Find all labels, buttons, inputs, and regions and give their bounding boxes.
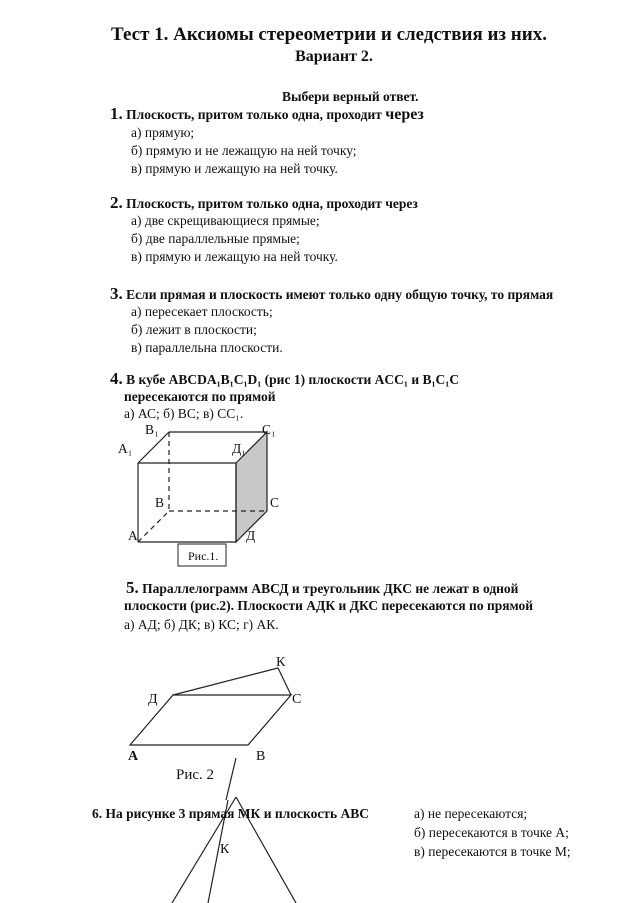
question-5-text-line-2: плоскости (рис.2). Плоскости АДК и ДКС пересекаются по прямой	[124, 598, 534, 613]
label-a1: A₁	[118, 441, 133, 456]
label-c: C	[270, 495, 280, 510]
figure-2-caption: Рис. 2	[176, 767, 215, 783]
instruction: Выбери верный ответ.	[282, 89, 419, 104]
question-2-option-c: в) прямую и лежащую на ней точку.	[131, 249, 338, 264]
variant-title: Вариант 2.	[295, 48, 373, 65]
label-d1: Д₁	[232, 441, 246, 456]
label-d: Д	[246, 528, 256, 543]
figure-2-tail-line	[226, 758, 236, 800]
question-1-option-a: а) прямую;	[131, 125, 195, 140]
question-6-option-a: а) не пересекаются;	[414, 806, 528, 821]
question-4-text-line-1: В кубе ABCDA₁B₁C₁D₁ (рис 1) плоскости ACC₁ и B₁C₁C	[126, 372, 460, 387]
label-c1: C₁	[262, 422, 276, 437]
question-1-option-c: в) прямую и лежащую на ней точку.	[131, 161, 338, 176]
label-c-fig2: С	[292, 692, 302, 707]
question-3-number: 3.	[110, 284, 123, 303]
question-1-text: Плоскость, притом только одна, проходит	[126, 107, 382, 122]
question-6	[92, 806, 369, 822]
label-a-fig2: А	[128, 749, 139, 764]
label-b-fig2: В	[256, 749, 266, 764]
question-6-number: 6.	[92, 806, 103, 821]
question-5-options: а) АД; б) ДК; в) КС; г) АК.	[124, 617, 279, 632]
question-6-option-b: б) пересекаются в точке А;	[414, 825, 569, 840]
question-3-option-c: в) параллельна плоскости.	[131, 340, 283, 355]
label-b1: B₁	[145, 422, 159, 437]
question-3-option-a: а) пересекает плоскость;	[131, 304, 273, 319]
question-2-option-a: а) две скрещивающиеся прямые;	[131, 213, 320, 228]
question-1-option-b: б) прямую и не лежащую на ней точку;	[131, 143, 357, 158]
question-6-option-c: в) пересекаются в точке М;	[414, 844, 571, 859]
hidden-edge-a-b	[138, 511, 169, 542]
question-1-text-end: через	[385, 106, 424, 123]
label-a: А	[128, 528, 138, 543]
question-5	[126, 578, 518, 598]
question-6-text: На рисунке 3 прямая МК и плоскость АВС	[105, 806, 369, 821]
question-1-number: 1.	[110, 104, 123, 123]
question-4-options: а) АС; б) ВС; в) СС₁.	[124, 406, 244, 421]
question-2-option-b: б) две параллельные прямые;	[131, 231, 300, 246]
question-2-text: Плоскость, притом только одна, проходит через	[126, 196, 418, 211]
question-3-option-b: б) лежит в плоскости;	[131, 322, 257, 337]
question-4-number: 4.	[110, 369, 123, 388]
triangle-dkc	[173, 668, 291, 695]
label-k-fig3: К	[220, 842, 230, 857]
question-5-number: 5.	[126, 578, 139, 597]
question-5-text-line-1: Параллелограмм АВСД и треугольник ДКС не лежат в одной	[142, 581, 519, 596]
label-k: К	[276, 655, 286, 670]
question-4-text-line-2: пересекаются по прямой	[124, 389, 276, 404]
label-d-fig2: Д	[148, 692, 158, 707]
question-2-number: 2.	[110, 193, 123, 212]
question-3-text: Если прямая и плоскость имеют только одну общую точку, то прямая	[126, 287, 554, 302]
test-title: Тест 1. Аксиомы стереометрии и следствия из них.	[111, 24, 547, 45]
label-b: B	[155, 495, 165, 510]
figure-1-caption: Рис.1.	[188, 549, 219, 563]
